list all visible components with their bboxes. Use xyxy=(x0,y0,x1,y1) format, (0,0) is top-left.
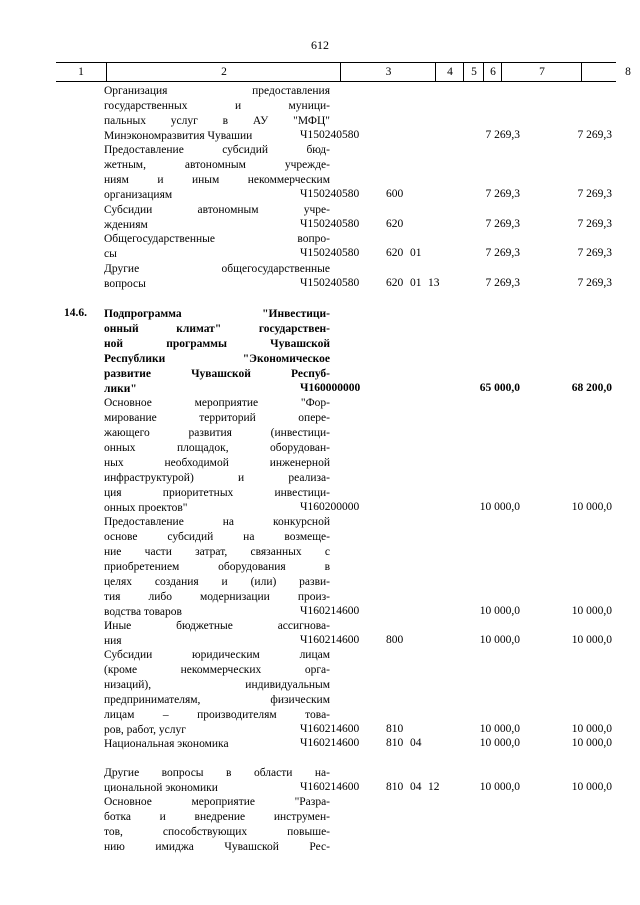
name-line: онных площадок, оборудован- xyxy=(104,442,330,454)
row-value-8: 10 000,0 xyxy=(571,501,612,513)
table-row xyxy=(56,203,616,233)
row-col-4: 810 xyxy=(386,723,404,735)
row-code: Ч160000000 xyxy=(300,382,361,394)
name-line: водства товаров xyxy=(104,606,182,618)
name-line: циональной экономики xyxy=(104,782,218,794)
table-row xyxy=(56,515,616,620)
header-col-2: 2 xyxy=(106,63,341,81)
name-line: Национальная экономика xyxy=(104,738,229,750)
row-col-6: 12 xyxy=(428,781,440,793)
name-line: ние части затрат, связанных с xyxy=(104,546,330,558)
row-col-5: 04 xyxy=(410,737,422,749)
table-row xyxy=(56,396,616,516)
name-line: сы xyxy=(104,248,117,260)
row-value-8: 7 269,3 xyxy=(577,277,612,289)
table-row xyxy=(56,262,616,292)
row-value-7: 7 269,3 xyxy=(485,218,520,230)
header-col-5: 5 xyxy=(463,63,484,81)
table-header xyxy=(56,62,631,82)
name-line: лики" xyxy=(104,383,137,395)
row-col-6: 13 xyxy=(428,277,440,289)
row-name xyxy=(104,515,330,620)
name-line: тия либо модернизации произ- xyxy=(104,591,330,603)
name-line: инфраструктурой) и реализа- xyxy=(104,472,330,484)
name-line: ция приоритетных инвестици- xyxy=(104,487,330,499)
name-line: ждениям xyxy=(104,219,148,231)
row-code: Ч160214600 xyxy=(300,723,360,735)
name-line: Минэкономразвития Чувашии xyxy=(104,130,253,142)
row-code: Ч160214600 xyxy=(300,605,360,617)
row-name xyxy=(104,307,330,397)
row-code: Ч150240580 xyxy=(300,218,360,230)
name-line: целях создания и (или) разви- xyxy=(104,576,330,588)
row-value-7: 10 000,0 xyxy=(479,605,520,617)
table-row xyxy=(56,648,616,738)
row-value-7: 7 269,3 xyxy=(485,277,520,289)
row-code: Ч150240580 xyxy=(300,188,360,200)
table-row xyxy=(56,737,616,752)
name-line: жающего развития (инвестици- xyxy=(104,427,330,439)
name-line: Предоставление на конкурсной xyxy=(104,516,330,528)
row-name xyxy=(104,143,330,203)
row-col-4: 800 xyxy=(386,634,404,646)
name-line: Субсидии автономным учре- xyxy=(104,204,330,216)
row-value-7: 10 000,0 xyxy=(479,723,520,735)
row-name xyxy=(104,648,330,738)
name-line: (кроме некоммерческих орга- xyxy=(104,664,330,676)
header-col-1: 1 xyxy=(78,66,84,78)
row-name xyxy=(104,232,330,262)
row-value-8: 7 269,3 xyxy=(577,218,612,230)
row-value-8: 68 200,0 xyxy=(571,382,612,394)
row-name xyxy=(104,795,330,855)
row-code: Ч160214600 xyxy=(300,781,360,793)
name-line: Иные бюджетные ассигнова- xyxy=(104,620,330,632)
name-line: Другие вопросы в области на- xyxy=(104,767,330,779)
table-row xyxy=(56,143,616,203)
row-value-8: 10 000,0 xyxy=(571,723,612,735)
name-line: Другие общегосударственные xyxy=(104,263,330,275)
table-row xyxy=(56,619,616,649)
name-line: Подпрограмма "Инвестици- xyxy=(104,308,330,320)
name-line: ниям и иным некоммерческим xyxy=(104,174,330,186)
header-col-3: 3 xyxy=(340,63,436,81)
row-value-8: 7 269,3 xyxy=(577,129,612,141)
name-line: ных необходимой инженерной xyxy=(104,457,330,469)
row-number: 14.6. xyxy=(64,307,87,319)
name-line: организациям xyxy=(104,189,173,201)
name-line: Основное мероприятие "Разра- xyxy=(104,796,330,808)
header-col-7: 7 xyxy=(501,63,582,81)
name-line: Основное мероприятие "Фор- xyxy=(104,397,330,409)
table-row xyxy=(56,232,616,262)
header-col-8: 8 xyxy=(581,63,640,81)
row-value-7: 10 000,0 xyxy=(479,737,520,749)
row-code: Ч150240580 xyxy=(300,277,360,289)
name-line: пальных услуг в АУ "МФЦ" xyxy=(104,115,330,127)
name-line: основе субсидий на возмеще- xyxy=(104,531,330,543)
name-line: онных проектов" xyxy=(104,502,188,514)
row-col-5: 01 xyxy=(410,247,422,259)
row-value-7: 7 269,3 xyxy=(485,129,520,141)
name-line: вопросы xyxy=(104,278,146,290)
name-line: Предоставление субсидий бюд- xyxy=(104,144,330,156)
row-col-5: 01 xyxy=(410,277,422,289)
row-value-7: 10 000,0 xyxy=(479,781,520,793)
row-value-8: 10 000,0 xyxy=(571,605,612,617)
name-line: государственных и муници- xyxy=(104,100,330,112)
row-col-4: 810 xyxy=(386,781,404,793)
name-line: развитие Чувашской Респуб- xyxy=(104,368,330,380)
row-value-8: 10 000,0 xyxy=(571,737,612,749)
row-code: Ч160200000 xyxy=(300,501,360,513)
header-col-6: 6 xyxy=(483,63,502,81)
page-number: 612 xyxy=(311,38,329,52)
row-col-4: 620 xyxy=(386,247,404,259)
name-line: Субсидии юридическим лицам xyxy=(104,649,330,661)
name-line: ров, работ, услуг xyxy=(104,724,186,736)
name-line: жетным, автономным учрежде- xyxy=(104,159,330,171)
row-col-4: 620 xyxy=(386,277,404,289)
row-col-4: 620 xyxy=(386,218,404,230)
name-line: мирование территорий опере- xyxy=(104,412,330,424)
row-code: Ч160214600 xyxy=(300,737,360,749)
row-name xyxy=(104,84,330,144)
row-name xyxy=(104,396,330,516)
name-line: ной программы Чувашской xyxy=(104,338,330,350)
row-value-7: 7 269,3 xyxy=(485,188,520,200)
name-line: Организация предоставления xyxy=(104,85,330,97)
row-code: Ч160214600 xyxy=(300,634,360,646)
row-value-8: 10 000,0 xyxy=(571,634,612,646)
name-line: Общегосударственные вопро- xyxy=(104,233,330,245)
row-code: Ч150240580 xyxy=(300,129,360,141)
row-name xyxy=(104,766,330,796)
row-value-7: 7 269,3 xyxy=(485,247,520,259)
row-value-7: 10 000,0 xyxy=(479,634,520,646)
table-row xyxy=(56,84,616,144)
row-col-4: 600 xyxy=(386,188,404,200)
row-name xyxy=(104,262,330,292)
row-name xyxy=(104,619,330,649)
row-col-5: 04 xyxy=(410,781,422,793)
row-value-8: 7 269,3 xyxy=(577,247,612,259)
name-line: приобретением оборудования в xyxy=(104,561,330,573)
name-line: лицам – производителям това- xyxy=(104,709,330,721)
name-line: тов, способствующих повыше- xyxy=(104,826,330,838)
row-code: Ч150240580 xyxy=(300,247,360,259)
row-name xyxy=(104,737,330,752)
name-line: ния xyxy=(104,635,122,647)
row-value-7: 10 000,0 xyxy=(479,501,520,513)
name-line: ботка и внедрение инструмен- xyxy=(104,811,330,823)
row-value-8: 10 000,0 xyxy=(571,781,612,793)
row-name xyxy=(104,203,330,233)
name-line: Республики "Экономическое xyxy=(104,353,330,365)
name-line: предпринимателям, физическим xyxy=(104,694,330,706)
name-line: низаций), индивидуальным xyxy=(104,679,330,691)
row-value-8: 7 269,3 xyxy=(577,188,612,200)
name-line: онный климат" государствен- xyxy=(104,323,330,335)
table-row xyxy=(56,795,616,855)
header-col-4: 4 xyxy=(435,63,464,81)
row-value-7: 65 000,0 xyxy=(479,382,520,394)
table-row xyxy=(56,307,616,397)
table-row xyxy=(56,766,616,796)
row-col-4: 810 xyxy=(386,737,404,749)
name-line: нию имиджа Чувашской Рес- xyxy=(104,841,330,853)
